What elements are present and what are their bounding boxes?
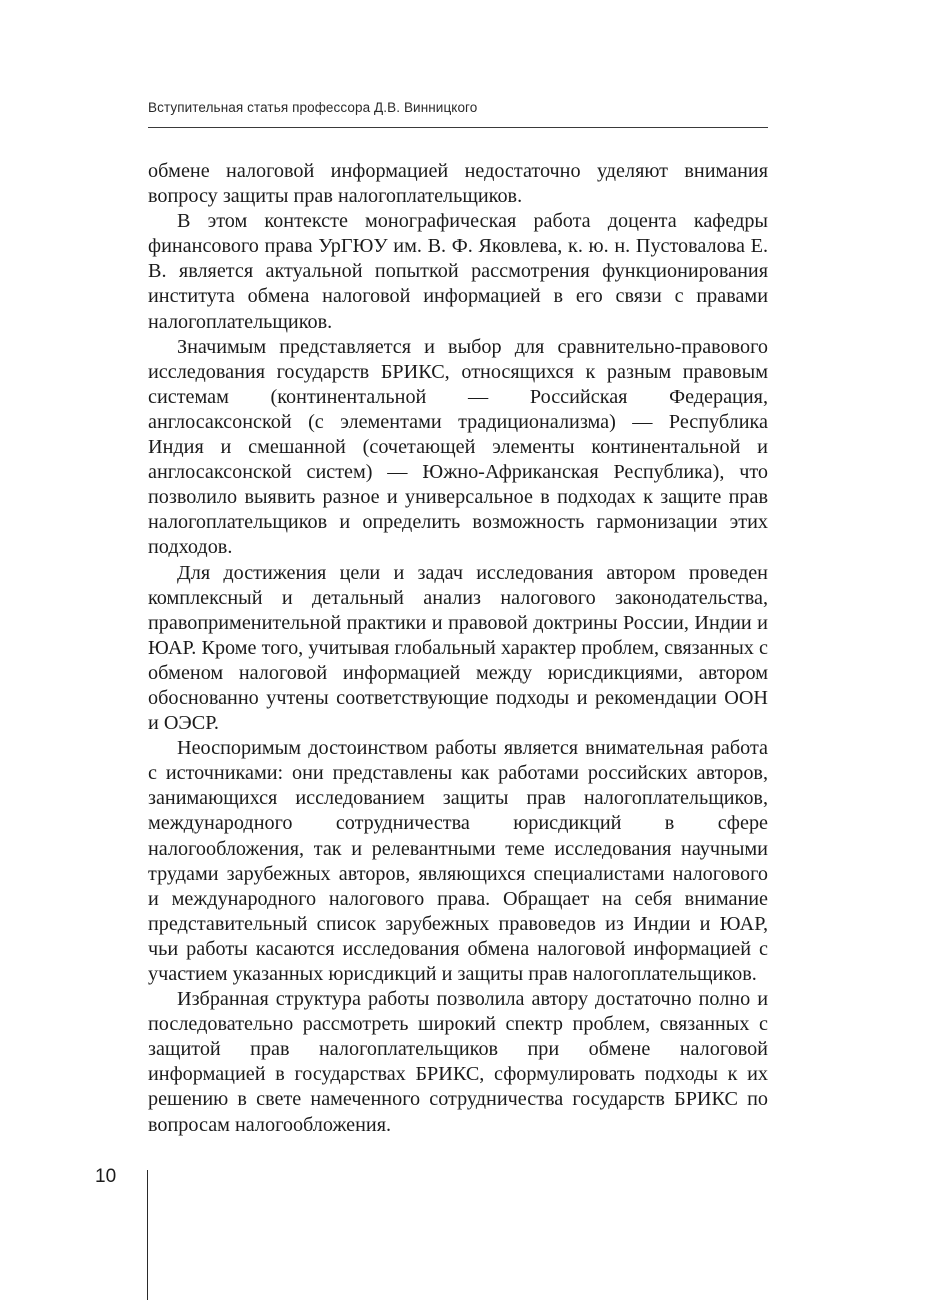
paragraph: Избранная структура работы позволила автору достаточно полно и последовательно рассмотреть широкий спектр проблем, связанных с защитой прав налогоплательщиков при обмене налоговой информацией в государствах БРИКС, сформулировать подходы к их решению в свете намеченного сотрудничества государств БРИКС по вопросам налогообложения. [148, 988, 768, 1136]
paragraph: Значимым представляется и выбор для сравнительно-правового исследования государств БРИКС, относящихся к разным правовым системам (континентальной — Российская Федерация, англосаксонской (с элементами традиционализма) — Республика Индия и смешанной (сочетающей элементы континентальной и англосаксонской систем) — Южно-Африканская Республика), что позволило выявить разное и универсальное в подходах к защите прав налогоплательщиков и определить возможность гармонизации этих подходов. [148, 335, 768, 559]
running-header: Вступительная статья профессора Д.В. Винницкого [148, 100, 478, 115]
page-number: 10 [95, 1166, 117, 1187]
paragraph: Для достижения цели и задач исследования автором проведен комплексный и детальный анализ налогового законодательства, правоприменительной практики и правовой доктрины России, Индии и ЮАР. Кроме того, учитывая глобальный характер проблем, связанных с обменом налоговой информацией между юрисдикциями, автором обоснованно учтены соответствующие подходы и рекомендации ООН и ОЭСР. [148, 561, 768, 735]
paragraph: Неоспоримым достоинством работы является внимательная работа с источниками: они представлены как работами российских авторов, занимающихся исследованием защиты прав налогоплательщиков, международного сотрудничества юрисдикций в сфере налогообложения, так и релевантными теме исследования научными трудами зарубежных авторов, являющихся специалистами налогового и международного налогового права. Обращает на себя внимание представительный список зарубежных правоведов из Индии и ЮАР, чьи работы касаются исследования обмена налоговой информацией с участием указанных юрисдикций и защиты прав налогоплательщиков. [148, 737, 768, 985]
header-divider [148, 127, 768, 128]
paragraph-continuation: обмене налоговой информацией недостаточно уделяют внимания вопросу защиты прав налогоплательщиков. [148, 160, 768, 208]
body-text [148, 159, 768, 1138]
paragraph: В этом контексте монографическая работа доцента кафедры финансового права УрГЮУ им. В. Ф. Яковлева, к. ю. н. Пустовалова Е. В. является актуальной попыткой рассмотрения функционирования института обмена налоговой информацией в его связи с правами налогоплательщиков. [148, 210, 768, 333]
margin-rule [147, 1170, 148, 1300]
